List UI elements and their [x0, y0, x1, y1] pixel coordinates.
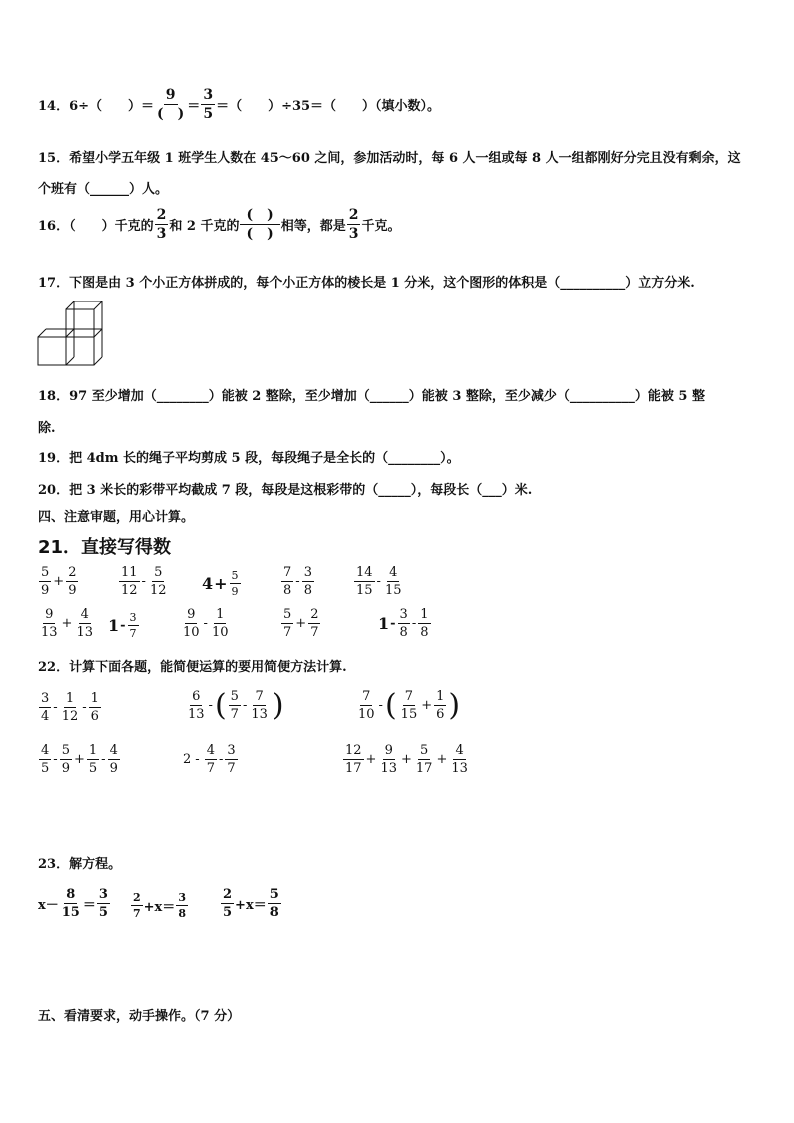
question-15-line-2: 个班有（______）人。: [38, 182, 169, 197]
q22-expr-4: $\frac{4}{5}$ - $\frac{5}{9}$ + $\frac{1}{5}$ - $\frac{4}{9}$: [41, 743, 118, 776]
q21-item-2: $\frac{11}{12}$ - $\frac{5}{12}$: [121, 565, 167, 598]
question-17: 17．下图是由 3 个小正方体拼成的，每个小正方体的棱长是 1 分米，这个图形的体积是（__________）立方分米.: [38, 276, 695, 291]
q16-fraction-3: $\frac{2}{3}$: [348, 207, 359, 242]
q22-expr-6: $\frac{12}{17}$ + $\frac{9}{13}$ + $\frac{5}{17}$ + $\frac{4}{13}$: [345, 743, 468, 776]
q14-text-1: 6÷（ ）＝: [69, 99, 155, 114]
question-number: 14．: [38, 99, 70, 114]
question-14: [38, 88, 440, 121]
q21-item-10: 1 - $\frac{3}{8}$ - $\frac{1}{8}$: [378, 607, 429, 640]
q21-item-9: $\frac{5}{7}$ + $\frac{2}{7}$: [283, 607, 319, 640]
q23-equation-1: x－ $\frac{8}{15}$ ＝ $\frac{3}{5}$: [38, 887, 108, 920]
q21-item-1: $\frac{5}{9}$ + $\frac{2}{9}$: [41, 565, 77, 598]
q22-expr-1: $\frac{3}{4}$ - $\frac{1}{12}$ - $\frac{1}{6}$: [41, 691, 99, 724]
q14-fraction-2: $\frac{3}{5}$: [203, 87, 214, 122]
question-15-line-1: 15．希望小学五年级 1 班学生人数在 45～60 之间，参加活动时，每 6 人一组或每 8 人一组都刚好分完且没有剩余，这: [38, 151, 741, 166]
q14-fraction-1: $\frac{9}{( )}$: [157, 87, 185, 122]
q16-fraction-1: $\frac{2}{3}$: [156, 207, 167, 242]
q21-item-5: $\frac{14}{15}$ - $\frac{4}{15}$: [356, 565, 402, 598]
question-16: 16．（ ）千克的 $\frac{2}{3}$ 和 2 千克的 $\frac{( )}{( )}$ 相等，都是 $\frac{2}{3}$ 千克。: [38, 207, 401, 242]
question-19: 19．把 4dm 长的绳子平均剪成 5 段，每段绳子是全长的（________）。: [38, 451, 460, 466]
question-18-line-1: 18．97 至少增加（________）能被 2 整除，至少增加（______）能被 3 整除，至少减少（__________）能被 5 整: [38, 389, 705, 404]
question-20: 20．把 3 米长的彩带平均截成 7 段，每段是这根彩带的（_____），每段长（___）米.: [38, 483, 533, 498]
question-21-title: 21．直接写得数: [38, 537, 172, 558]
q21-item-4: $\frac{7}{8}$ - $\frac{3}{8}$: [283, 565, 312, 598]
q21-item-6: $\frac{9}{13}$ + $\frac{4}{13}$: [41, 607, 93, 640]
section-4-heading: 四、注意审题，用心计算。: [38, 510, 195, 525]
question-18-line-2: 除.: [38, 421, 56, 436]
question-23-title: 23．解方程。: [38, 857, 122, 872]
q23-equation-2: $\frac{2}{7}$ +x＝ $\frac{3}{8}$: [133, 891, 186, 920]
q22-expr-5: 2 - $\frac{4}{7}$ - $\frac{3}{7}$: [183, 743, 236, 776]
q16-fraction-blank: $\frac{( )}{( )}$: [240, 208, 279, 241]
q23-equation-3: $\frac{2}{5}$ +x＝ $\frac{5}{8}$: [223, 887, 279, 920]
cube-figure: [36, 301, 106, 367]
q22-expr-3: $\frac{7}{10}$ - ( $\frac{7}{15}$ + $\frac{1}{6}$ ): [358, 687, 461, 723]
section-5-heading: 五、看清要求，动手操作。（7 分）: [38, 1009, 241, 1024]
q14-equals: ＝: [187, 99, 201, 114]
q22-expr-2: $\frac{6}{13}$ - ( $\frac{5}{7}$ - $\frac{7}{13}$ ): [188, 687, 284, 723]
q21-item-8: $\frac{9}{10}$ - $\frac{1}{10}$: [183, 607, 229, 640]
q21-item-3: 4 + $\frac{5}{9}$: [202, 569, 239, 598]
question-22-title: 22．计算下面各题，能简便运算的要用简便方法计算.: [38, 660, 347, 675]
q21-item-7: 1 - $\frac{3}{7}$: [108, 611, 137, 640]
q14-text-2: ＝（ ）÷35＝（ ）（填小数）。: [216, 99, 441, 114]
